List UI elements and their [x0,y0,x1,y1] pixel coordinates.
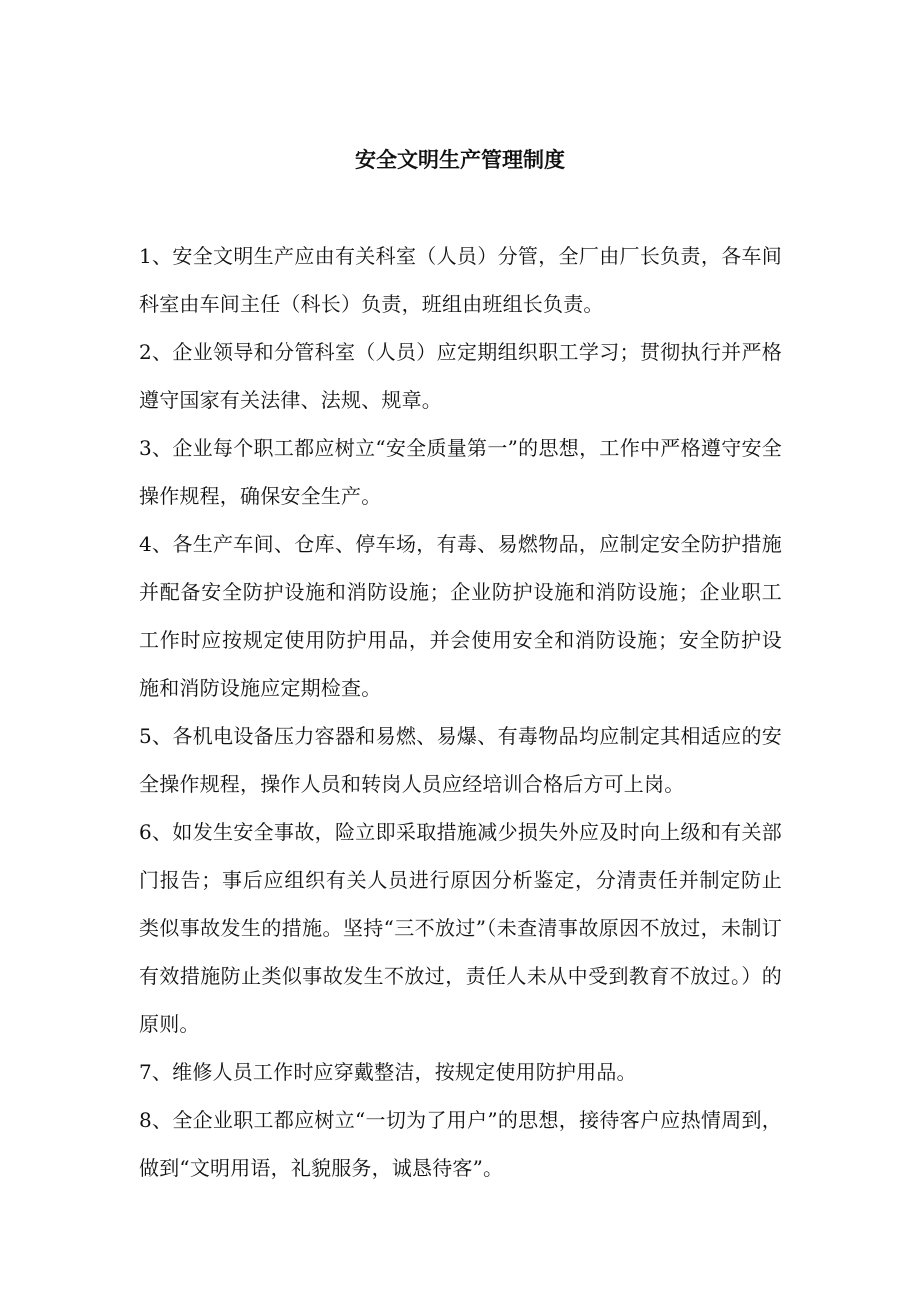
paragraph-2: 2、企业领导和分管科室（人员）应定期组织职工学习；贯彻执行并严格遵守国家有关法律、法规、规章。 [139,340,782,412]
paragraph-7: 7、维修人员工作时应穿戴整洁，按规定使用防护用品。 [139,1060,637,1084]
paragraph-8: 8、全企业职工都应树立“一切为了用户”的思想，接待客户应热情周到，做到“文明用语，礼貌服务，诚恳待客”。 [139,1108,782,1180]
document-title: 安全文明生产管理制度 [355,147,565,172]
paragraph-1: 1、安全文明生产应由有关科室（人员）分管，全厂由厂长负责，各车间科室由车间主任（科长）负责，班组由班组长负责。 [139,244,782,316]
paragraph-5: 5、各机电设备压力容器和易燃、易爆、有毒物品均应制定其相适应的安全操作规程，操作人员和转岗人员应经培训合格后方可上岗。 [139,724,782,796]
document-body [139,232,782,1192]
paragraph-6: 6、如发生安全事故，险立即采取措施减少损失外应及时向上级和有关部门报告；事后应组织有关人员进行原因分析鉴定，分清责任并制定防止类似事故发生的措施。坚持“三不放过”（未查清事故原因不放过，未制订有效措施防止类似事故发生不放过，责任人未从中受到教育不放过。）的原则。 [139,820,782,1036]
paragraph-3: 3、企业每个职工都应树立“安全质量第一”的思想，工作中严格遵守安全操作规程，确保安全生产。 [139,436,782,508]
paragraph-4: 4、各生产车间、仓库、停车场，有毒、易燃物品，应制定安全防护措施并配备安全防护设施和消防设施；企业防护设施和消防设施；企业职工工作时应按规定使用防护用品，并会使用安全和消防设施；安全防护设施和消防设施应定期检查。 [139,532,782,700]
